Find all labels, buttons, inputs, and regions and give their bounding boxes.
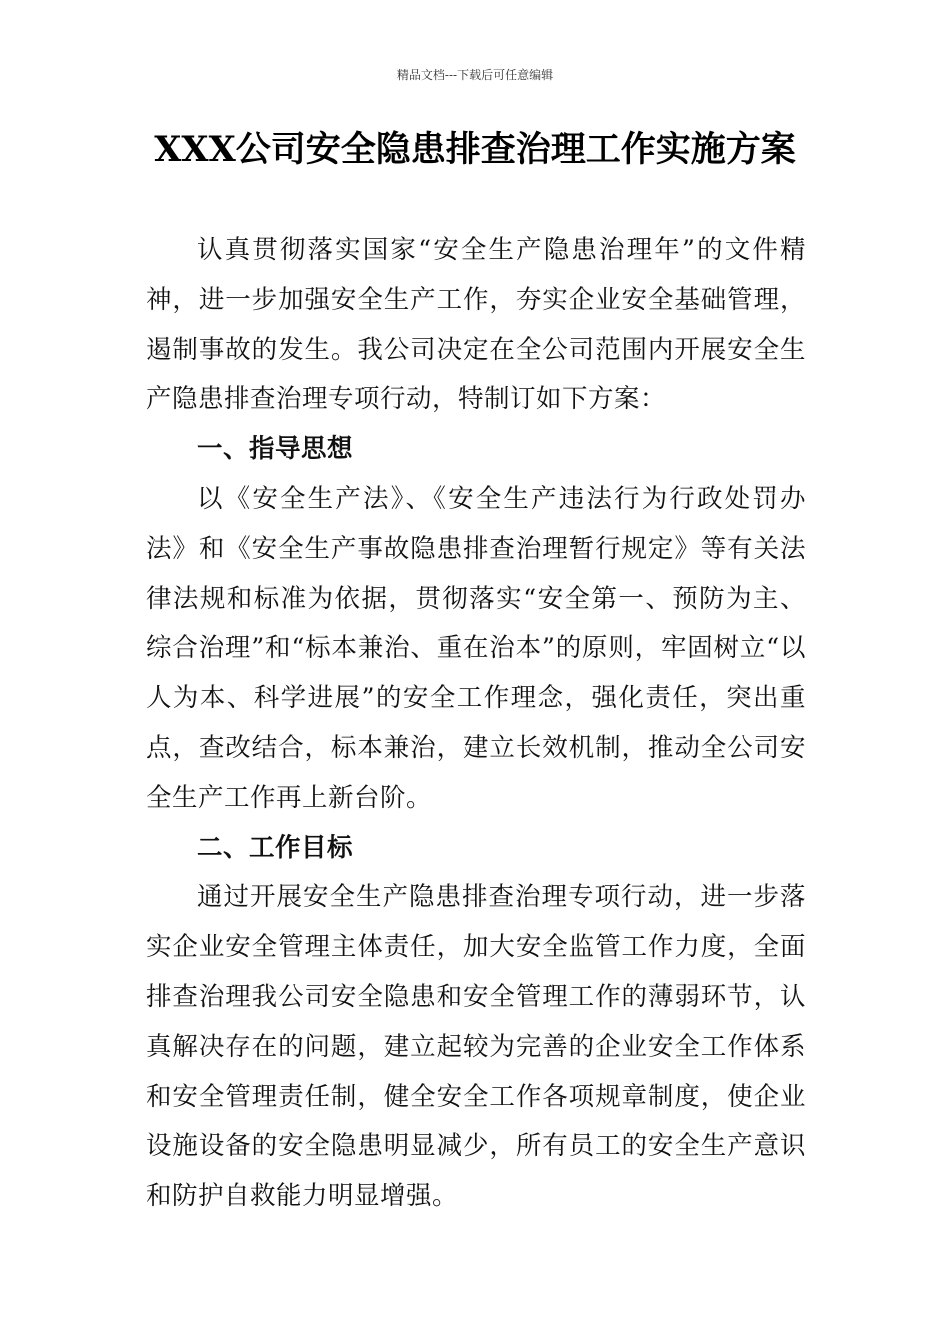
section-heading-guiding-ideology: 一、指导思想 [197,434,354,465]
section-paragraph-work-goals: 通过开展安全生产隐患排查治理专项行动，进一步落实企业安全管理主体责任，加大安全监管工作力度，全面排查治理我公司安全隐患和安全管理工作的薄弱环节，认真解决存在的问题，建立起较为完善的企业安全工作体系和安全管理责任制，健全安全工作各项规章制度，使企业设施设备的安全隐患明显减少，所有员工的安全生产意识和防护自救能力明显增强。 [146,882,806,1212]
section-paragraph-guiding-ideology: 以《安全生产法》、《安全生产违法行为行政处罚办法》和《安全生产事故隐患排查治理暂行规定》等有关法律法规和标准为依据，贯彻落实“安全第一、预防为主、综合治理”和“标本兼治、重在治本”的原则，牢固树立“以人为本、科学进展”的安全工作理念，强化责任，突出重点，查改结合，标本兼治，建立长效机制，推动全公司安全生产工作再上新台阶。 [146,483,806,813]
document-body [146,226,806,1222]
section-heading-work-goals: 二、工作目标 [197,832,354,863]
header-note: 精品文档---下载后可任意编辑 [396,68,554,82]
document-title: XXX公司安全隐患排查治理工作实施方案 [154,129,796,170]
intro-paragraph: 认真贯彻落实国家“安全生产隐患治理年”的文件精神，进一步加强安全生产工作，夯实企业安全基础管理，遏制事故的发生。我公司决定在全公司范围内开展安全生产隐患排查治理专项行动，特制订如下方案： [146,235,806,415]
